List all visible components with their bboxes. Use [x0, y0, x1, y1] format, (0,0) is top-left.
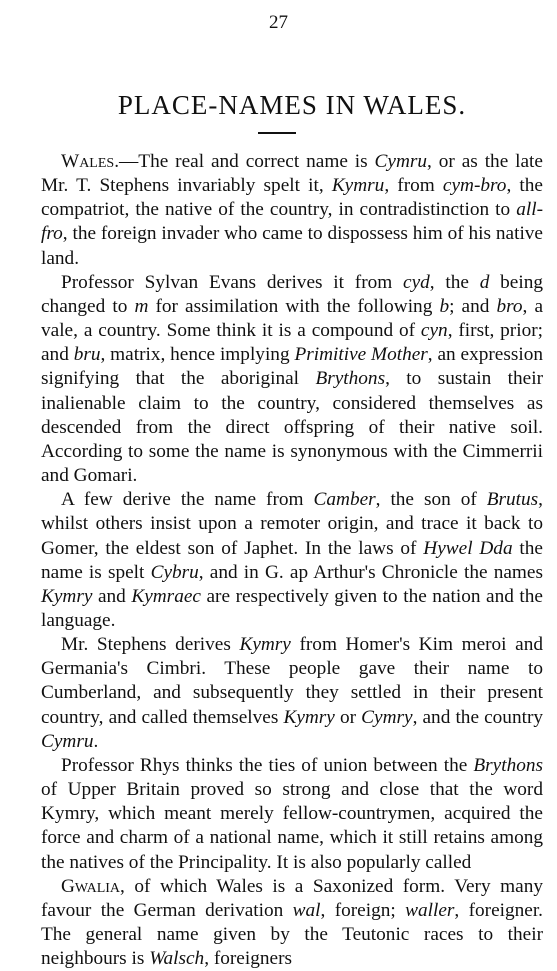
text-run: bro: [496, 295, 523, 317]
text-run: , matrix, hence implying: [100, 344, 295, 366]
text-run: Brutus: [486, 489, 539, 511]
text-run: cyd: [403, 271, 430, 293]
text-run: are respectively given to the nation and the language.: [41, 585, 543, 631]
text-run: Kymry: [283, 706, 335, 728]
paragraph-gwalia: [41, 875, 543, 971]
text-run: Professor Sylvan Evans derives it from: [61, 271, 404, 293]
text-run: , first, prior; and: [41, 320, 543, 366]
paragraph-wales: [41, 150, 543, 271]
body-text: [41, 150, 543, 971]
text-run: .—The real and correct name is: [114, 151, 375, 172]
text-run: cyn: [420, 320, 448, 342]
text-run: wal: [292, 899, 321, 921]
text-run: Professor Rhys thinks the ties of union between the: [61, 754, 474, 776]
paragraph-sylvan-evans: [41, 271, 543, 488]
text-run: .: [93, 730, 99, 752]
title-divider: [258, 132, 296, 134]
text-run: Kymry: [41, 585, 93, 607]
text-run: Kymry: [239, 634, 291, 656]
text-run: being changed to: [41, 271, 543, 317]
text-run: all-fro: [41, 199, 543, 245]
text-run: , and in G. ap Arthur's Chronicle the names: [198, 561, 543, 583]
text-run: , the: [429, 271, 480, 293]
text-run: Mr. Stephens derives: [61, 634, 240, 656]
text-run: Cymry: [361, 706, 413, 728]
text-run: Cybru: [150, 561, 199, 583]
text-run: and: [92, 585, 132, 607]
text-run: Brythons: [315, 368, 386, 390]
text-run: , foreigner. The general name given by the Teutonic races to their neighbours is: [41, 899, 543, 970]
paragraph-rhys: [41, 754, 543, 875]
text-run: from Homer's Kim meroi and Germania's Cimbri. These people gave their name to Cumberland, and subsequently they settled in their present country, and called themselves: [41, 634, 543, 728]
text-run: , the son of: [375, 489, 487, 511]
text-run: , and the country: [412, 706, 544, 728]
text-run: , the compatriot, the native of the country, in contradistinction to: [41, 175, 543, 221]
paragraph-stephens: [41, 633, 543, 754]
text-run: ; and: [449, 295, 497, 317]
chapter-title: PLACE-NAMES IN WALES.: [117, 90, 467, 120]
text-run: m: [134, 295, 149, 317]
text-run: the name is spelt: [41, 537, 543, 583]
text-run: of Upper Britain proved so strong and close that the word Kymry, which meant merely fellow-countrymen, acquired the force and charm of a national name, which it still retains among the natives of the Principality. It is also popularly called: [41, 779, 543, 873]
text-run: Wales: [61, 151, 115, 172]
text-run: , or as the late Mr. T. Stephens invariably spelt it,: [41, 151, 543, 197]
text-run: , the foreign invader who came to dispossess him of his native land.: [41, 223, 543, 269]
text-run: b: [439, 295, 450, 317]
text-run: Camber: [313, 489, 376, 511]
text-run: or: [334, 706, 362, 728]
text-run: Walsch: [149, 948, 205, 970]
text-run: d: [479, 271, 490, 293]
text-run: , whilst others insist upon a remoter origin, and trace it back to Gomer, the eldest son of Japhet. In the laws of: [41, 489, 543, 559]
text-run: , from: [384, 175, 443, 197]
page-number: 27: [269, 12, 288, 33]
text-run: Cymru: [41, 730, 94, 752]
text-run: , a vale, a country. Some think it is a compound of: [41, 295, 544, 342]
text-run: , an expression signifying that the aboriginal: [41, 344, 543, 390]
text-run: cym-bro: [442, 175, 507, 197]
text-run: Cymru: [374, 151, 428, 172]
text-run: Primitive Mother: [294, 344, 428, 366]
text-run: A few derive the name from: [61, 489, 314, 511]
text-run: , foreign;: [320, 899, 406, 921]
text-run: , to sustain their inalienable claim to the country, considered themselves as descended from the direct offspring of their native soil. According to some the name is synonymous with the Cimmerrii and Gomari.: [41, 368, 543, 487]
text-run: Hywel Dda: [423, 537, 513, 559]
text-run: , of which Wales is a Saxonized form. Very many favour the German derivation: [41, 875, 543, 921]
text-run: Gwalia: [61, 875, 121, 897]
paragraph-camber: [41, 488, 543, 633]
text-run: , foreigners: [204, 948, 292, 970]
text-run: for assimilation with the following: [148, 295, 440, 317]
text-run: Brythons: [473, 754, 543, 776]
text-run: Kymraec: [131, 585, 201, 607]
text-run: waller: [405, 899, 455, 921]
text-run: Kymru: [331, 175, 385, 197]
text-run: bru: [73, 344, 101, 366]
